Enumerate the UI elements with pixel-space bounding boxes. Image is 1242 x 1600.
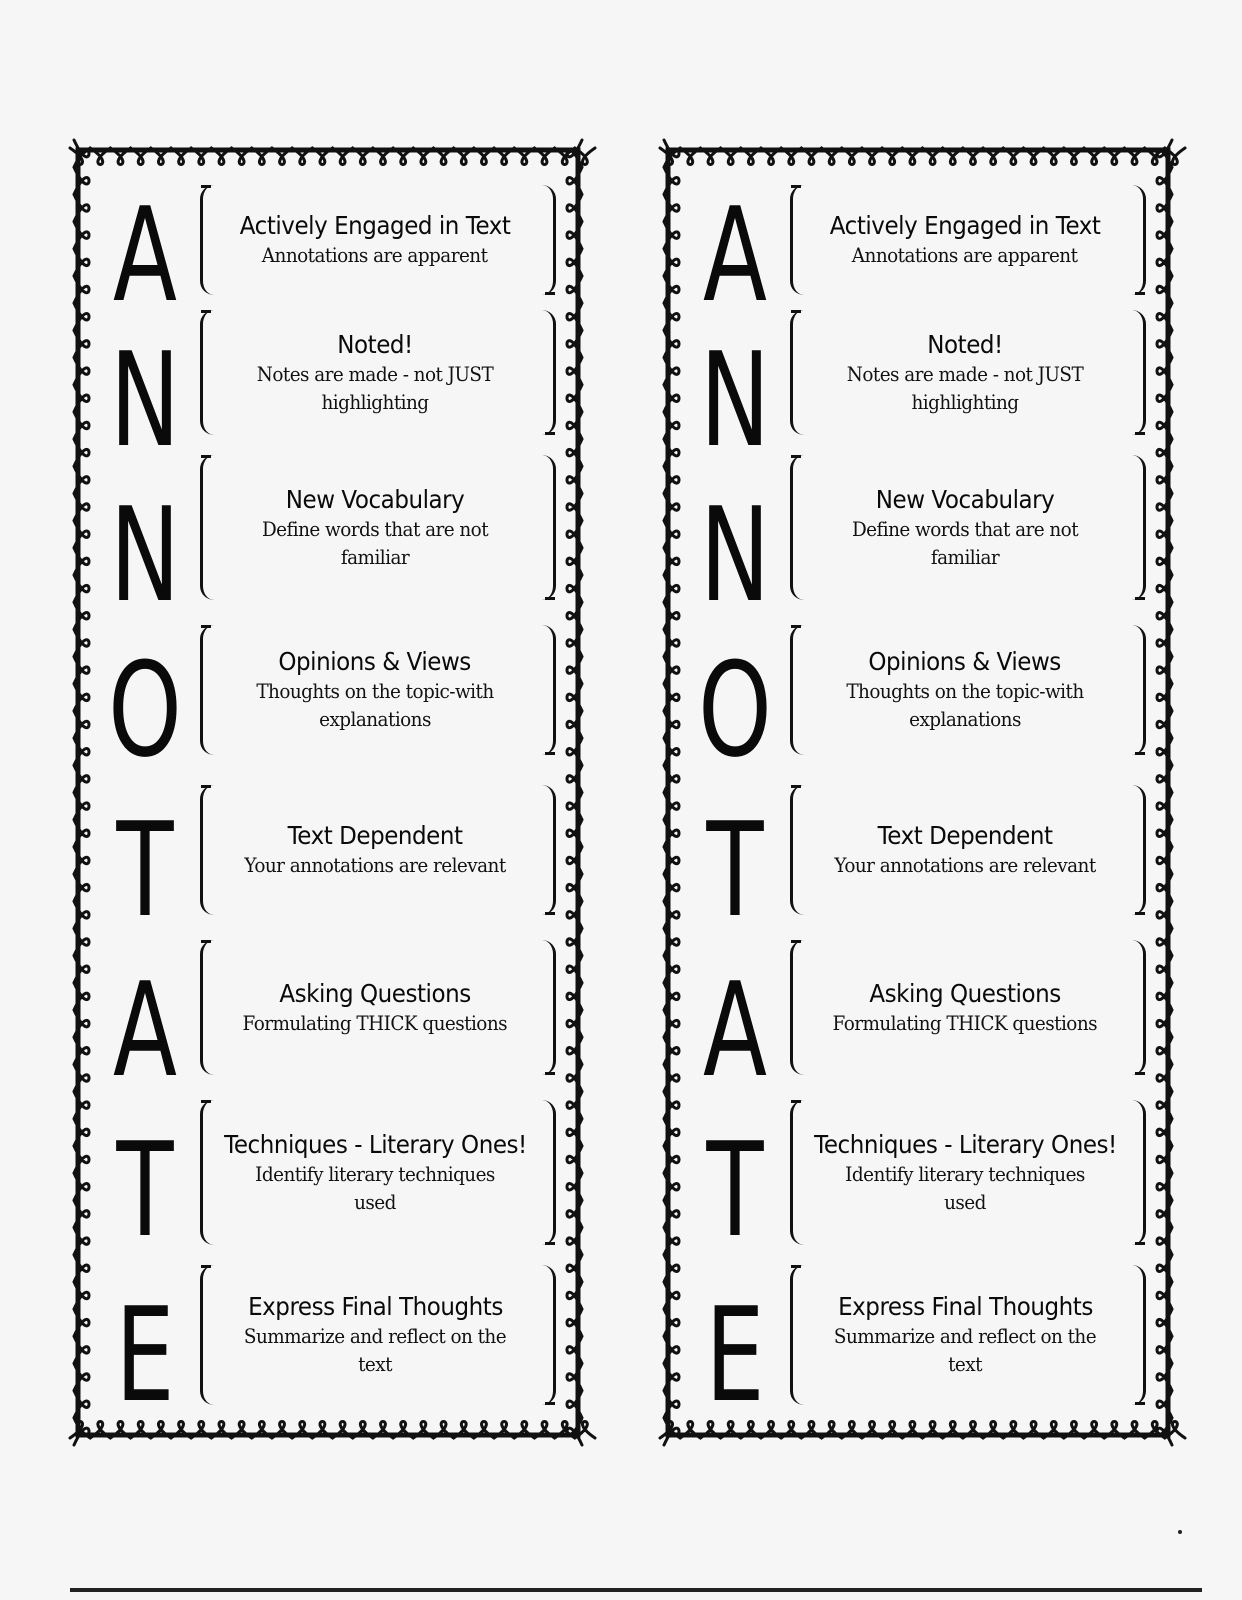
- entry-title: Opinions & Views: [278, 647, 472, 676]
- entry-description: Your annotations are relevant: [834, 853, 1096, 877]
- entry-title: Actively Engaged in Text: [239, 211, 511, 240]
- entry-description: Notes are made - not JUST highlighting: [846, 361, 1084, 414]
- entry-title: Express Final Thoughts: [837, 1292, 1093, 1321]
- entry: [200, 940, 550, 1075]
- entry-title: Text Dependent: [287, 821, 463, 850]
- entry-title: Noted!: [927, 329, 1003, 359]
- big-letter: E: [115, 1279, 175, 1431]
- entry: [790, 1265, 1140, 1405]
- entry: [790, 185, 1140, 295]
- row-n1: [640, 310, 1200, 476]
- entry-description: Formulating THICK questions: [242, 1010, 508, 1035]
- entry-title: Opinions & Views: [868, 647, 1062, 676]
- entry-description: Thoughts on the topic-with explanations: [846, 679, 1084, 731]
- entry-description: Summarize and reflect on the text: [243, 1324, 507, 1376]
- row-t2: [50, 1100, 610, 1266]
- entry-title: Techniques - Literary Ones!: [813, 1129, 1117, 1159]
- entry-title: Noted!: [337, 329, 413, 359]
- entry-title: Text Dependent: [877, 821, 1053, 850]
- entry-description: Define words that are not familiar: [851, 516, 1079, 569]
- entry-description: Annotations are apparent: [262, 243, 488, 267]
- row-n1: [50, 310, 610, 476]
- entry: [200, 310, 550, 435]
- entry-description: Define words that are not familiar: [261, 516, 489, 569]
- page-bottom-edge: [70, 1588, 1202, 1592]
- entry: [790, 625, 1140, 755]
- row-n2: [640, 455, 1200, 631]
- entry: [790, 310, 1140, 435]
- big-letter: A: [702, 954, 768, 1106]
- entry-description: Your annotations are relevant: [244, 853, 506, 877]
- entry-title: New Vocabulary: [875, 484, 1055, 514]
- row-o: [640, 625, 1200, 786]
- big-letter: T: [116, 794, 174, 946]
- bookmark-left: [50, 120, 610, 1495]
- entry: [790, 1100, 1140, 1245]
- big-letter: A: [702, 179, 768, 331]
- big-letter: N: [109, 479, 181, 631]
- row-a2: [50, 940, 610, 1106]
- row-t1: [50, 785, 610, 946]
- entry-title: New Vocabulary: [285, 484, 465, 514]
- big-letter: A: [112, 954, 178, 1106]
- row-n2: [50, 455, 610, 631]
- paper-speck: [1178, 1530, 1182, 1534]
- row-a: [640, 179, 1200, 331]
- entry-title: Express Final Thoughts: [247, 1292, 503, 1321]
- entry-description: Summarize and reflect on the text: [833, 1324, 1097, 1376]
- entry-title: Asking Questions: [279, 978, 471, 1008]
- big-letter: T: [706, 794, 764, 946]
- row-t2: [640, 1100, 1200, 1266]
- entry: [200, 455, 550, 600]
- entry-description: Identify literary techniques used: [845, 1161, 1085, 1214]
- entry-title: Techniques - Literary Ones!: [223, 1129, 527, 1159]
- row-o: [50, 625, 610, 786]
- big-letter: O: [108, 634, 182, 786]
- entry: [200, 185, 550, 295]
- big-letter: A: [112, 179, 178, 331]
- entry: [200, 1100, 550, 1245]
- row-a: [50, 179, 610, 331]
- entry: [200, 1265, 550, 1405]
- row-t1: [640, 785, 1200, 946]
- big-letter: E: [705, 1279, 765, 1431]
- entry: [790, 455, 1140, 600]
- big-letter: T: [706, 1114, 764, 1266]
- big-letter: T: [116, 1114, 174, 1266]
- row-a2: [640, 940, 1200, 1106]
- entry-description: Formulating THICK questions: [832, 1010, 1098, 1035]
- entry: [200, 625, 550, 755]
- entry-description: Identify literary techniques used: [255, 1161, 495, 1214]
- row-e: [640, 1265, 1200, 1431]
- entry: [790, 785, 1140, 915]
- entry-description: Annotations are apparent: [852, 243, 1078, 267]
- entry: [790, 940, 1140, 1075]
- big-letter: N: [699, 324, 771, 476]
- big-letter: N: [699, 479, 771, 631]
- big-letter: O: [698, 634, 772, 786]
- entry-description: Notes are made - not JUST highlighting: [256, 361, 494, 414]
- entry-description: Thoughts on the topic-with explanations: [256, 679, 494, 731]
- entry-title: Asking Questions: [869, 978, 1061, 1008]
- bookmark-right: [640, 120, 1200, 1495]
- big-letter: N: [109, 324, 181, 476]
- entry: [200, 785, 550, 915]
- row-e: [50, 1265, 610, 1431]
- entry-title: Actively Engaged in Text: [829, 211, 1101, 240]
